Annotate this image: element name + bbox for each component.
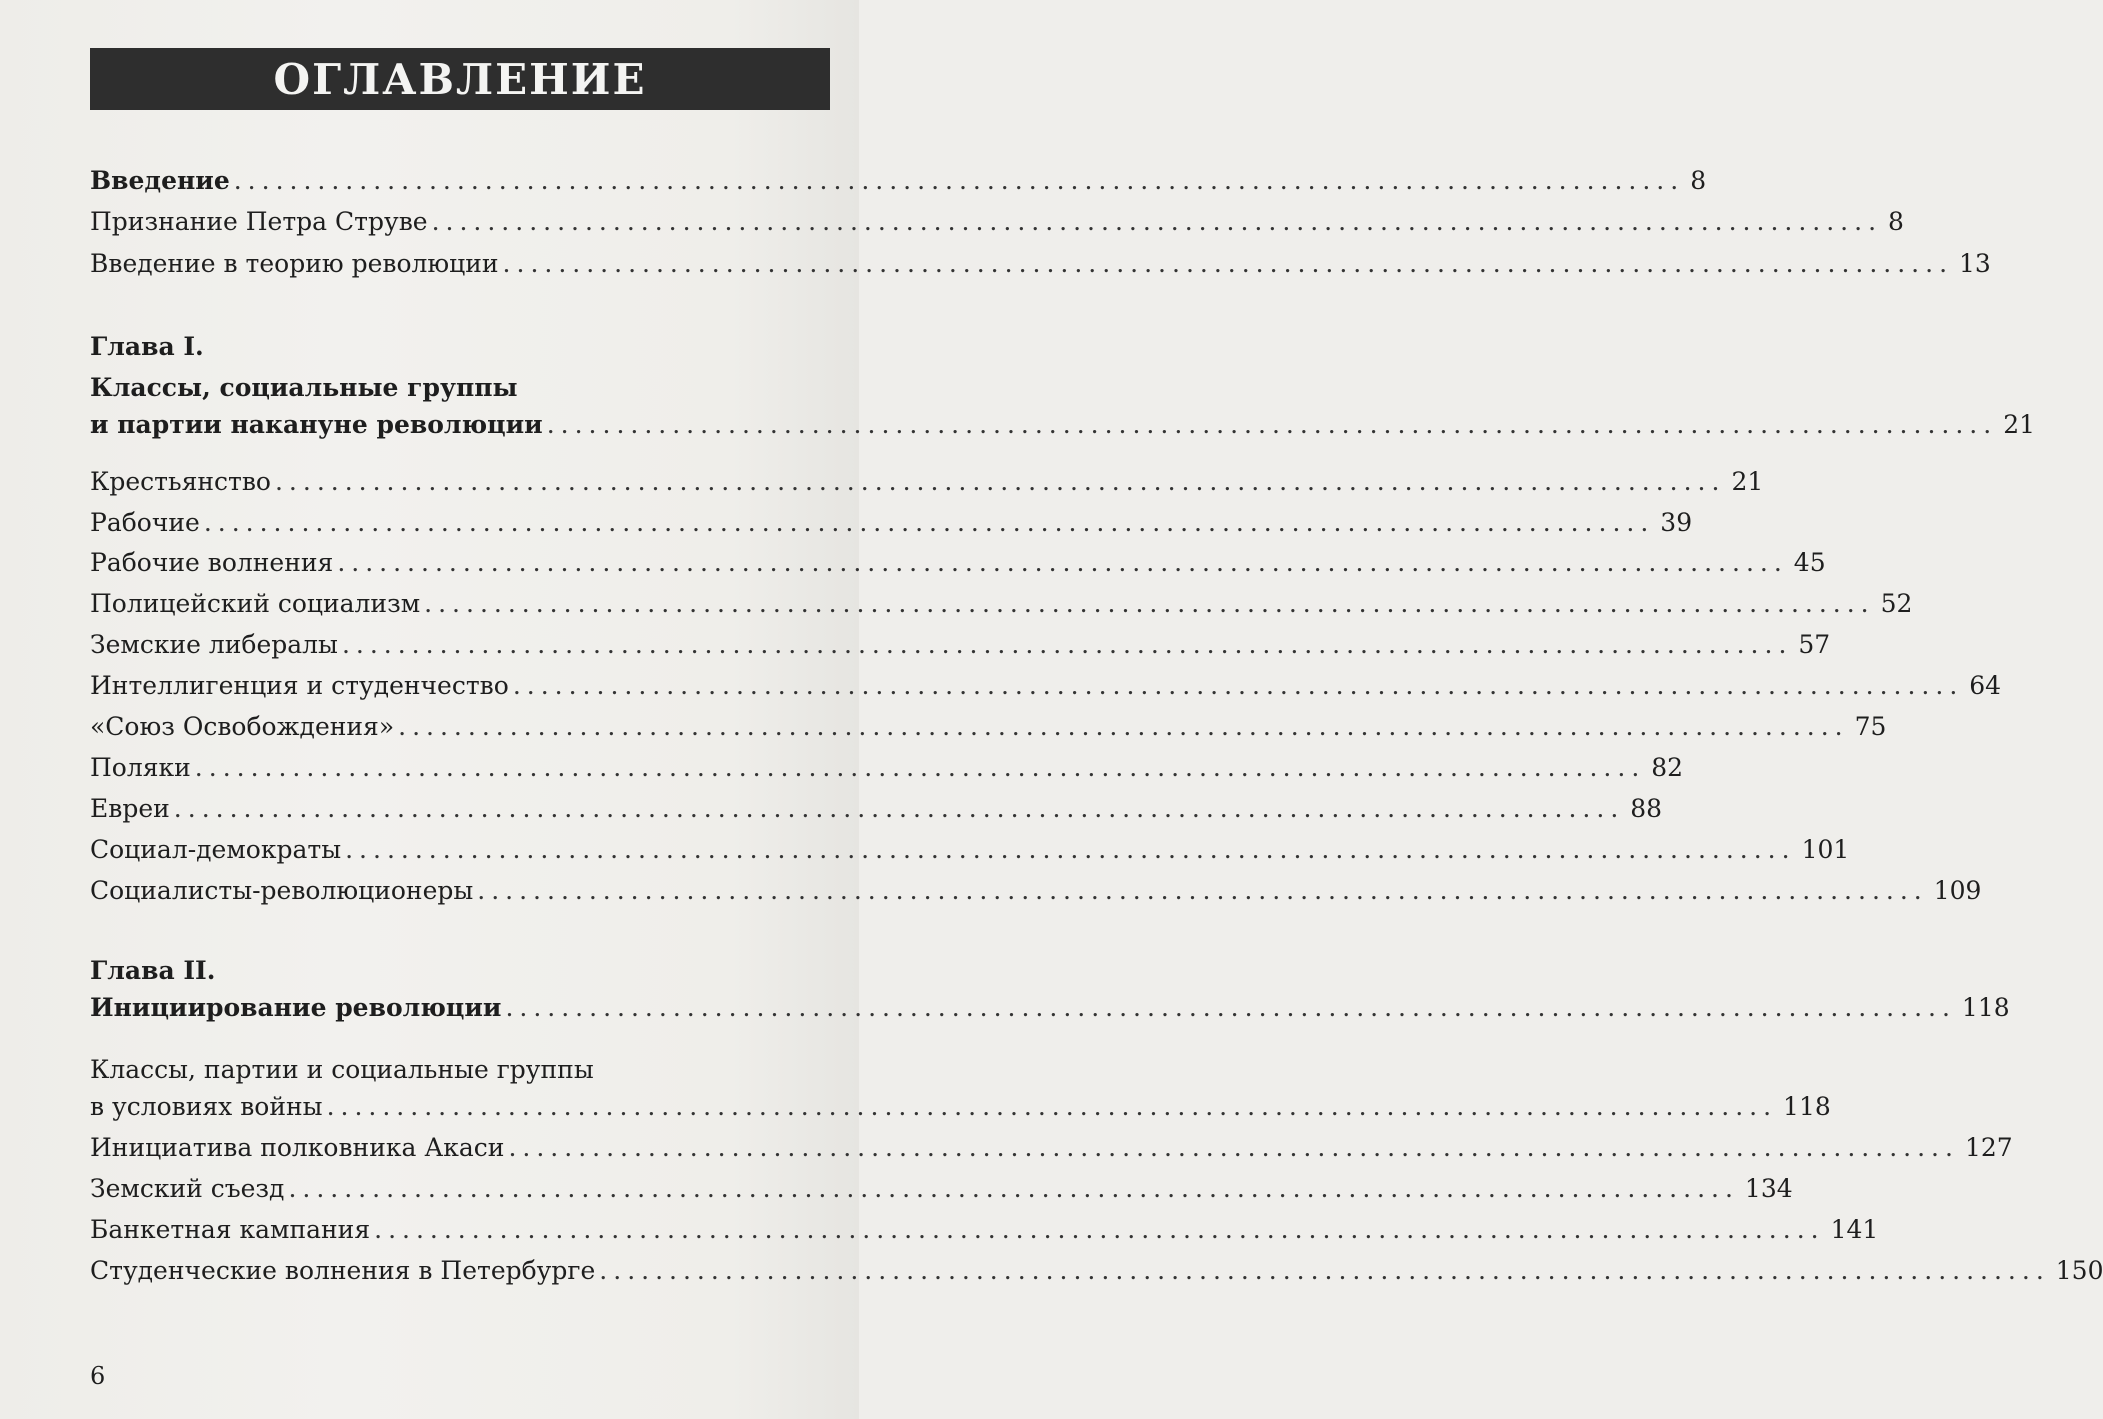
toc-entry-title: Инициатива полковника Акаси — [90, 1133, 505, 1162]
toc-entry-title: Социалисты-революционеры — [90, 876, 474, 905]
toc-entry[interactable] — [90, 207, 1904, 247]
toc-entry-title: Банкетная кампания — [90, 1215, 371, 1244]
leader-dots: ........................................................................................................ — [599, 1256, 2050, 1285]
leader-dots: ........................................................................................................ — [233, 166, 1685, 195]
toc-entry-title: в условиях войны — [90, 1092, 323, 1121]
toc-entry-page: 21 — [1731, 467, 1764, 496]
toc-entry-title: Земские либералы — [90, 630, 338, 659]
page-title: ОГЛАВЛЕНИЕ — [273, 54, 647, 104]
toc-entry-page: 52 — [1880, 589, 1913, 618]
chapter-label: Глава I. — [90, 332, 204, 361]
toc-entry[interactable] — [90, 671, 2002, 711]
toc-entry[interactable] — [90, 589, 1913, 629]
toc-entry-page: 118 — [1961, 993, 2010, 1022]
toc-entry[interactable] — [90, 467, 1764, 507]
toc-entry[interactable] — [90, 249, 1991, 289]
leader-dots: ........................................................................................................ — [512, 671, 1964, 700]
toc-entry-page: 101 — [1801, 835, 1850, 864]
toc-entry-page: 21 — [2003, 410, 2035, 439]
toc-entry-page: 150 — [2055, 1256, 2103, 1285]
toc-entry-title: Введение — [90, 166, 230, 195]
toc-entry-title: Социал-демократы — [90, 835, 342, 864]
leader-dots: ........................................................................................................ — [326, 1092, 1778, 1121]
toc-entry[interactable] — [90, 508, 1693, 548]
toc-entry-title: Признание Петра Струве — [90, 207, 428, 236]
toc-entry-page: 118 — [1783, 1092, 1831, 1121]
toc-entry-title: Поляки — [90, 753, 191, 782]
toc-entry-page: 13 — [1959, 249, 1991, 278]
toc-entry-page: 75 — [1854, 712, 1887, 741]
toc-entry[interactable] — [90, 712, 1887, 752]
toc-entry-title: Евреи — [90, 794, 170, 823]
toc-entry-title: Студенческие волнения в Петербурге — [90, 1256, 596, 1285]
chapter-title-line: Классы, социальные группы — [90, 373, 518, 402]
leader-dots: ........................................................................................................ — [477, 876, 1928, 905]
toc-entry-page: 39 — [1660, 508, 1693, 537]
toc-entry-page: 57 — [1798, 630, 1831, 659]
toc-entry[interactable] — [90, 630, 1831, 670]
toc-entry[interactable] — [90, 993, 2010, 1033]
page-number: 6 — [90, 1362, 106, 1390]
leader-dots: ........................................................................................................ — [505, 993, 1956, 1022]
leader-dots: ........................................................................................................ — [431, 207, 1883, 236]
toc-entry-page: 8 — [1888, 207, 1904, 236]
toc-entry-page: 8 — [1690, 166, 1707, 195]
toc-entry[interactable] — [90, 1092, 1831, 1132]
leader-dots: ........................................................................................................ — [194, 753, 1646, 782]
toc-entry-page: 82 — [1651, 753, 1684, 782]
toc-entry[interactable] — [90, 753, 1684, 793]
leader-dots: ........................................................................................................ — [288, 1174, 1739, 1203]
toc-entry-title: Полицейский социализм — [90, 589, 421, 618]
toc-entry-title: Интеллигенция и студенчество — [90, 671, 509, 700]
leader-dots: ........................................................................................................ — [546, 410, 1998, 439]
toc-entry-title: «Союз Освобождения» — [90, 712, 395, 741]
toc-entry[interactable] — [90, 794, 1663, 834]
toc-entry-title: Крестьянство — [90, 467, 271, 496]
toc-entry-title: Рабочие — [90, 508, 200, 537]
toc-entry-title: Введение в теорию революции — [90, 249, 499, 278]
toc-entry[interactable] — [90, 876, 1982, 916]
toc-entry-page: 141 — [1830, 1215, 1879, 1244]
leader-dots: ........................................................................................................ — [274, 467, 1726, 496]
leader-dots: ........................................................................................................ — [203, 508, 1655, 537]
leader-dots: ........................................................................................................ — [341, 630, 1793, 659]
toc-entry-title: Инициирование революции — [90, 993, 502, 1022]
toc-entry-title: Земский съезд — [90, 1174, 285, 1203]
toc-entry-page: 127 — [1964, 1133, 2013, 1162]
toc-entry-title: Рабочие волнения — [90, 548, 334, 577]
toc-entry[interactable] — [90, 835, 1850, 875]
toc-entry[interactable] — [90, 1133, 2013, 1173]
leader-dots: ........................................................................................................ — [424, 589, 1875, 618]
toc-entry-page: 88 — [1630, 794, 1663, 823]
toc-entry-page: 45 — [1793, 548, 1826, 577]
toc-entry[interactable] — [90, 548, 1826, 588]
toc-entry[interactable] — [90, 1215, 1879, 1255]
leader-dots: ........................................................................................................ — [502, 249, 1954, 278]
leader-dots: ........................................................................................................ — [173, 794, 1625, 823]
leader-dots: ........................................................................................................ — [374, 1215, 1825, 1244]
toc-entry-page: 134 — [1744, 1174, 1793, 1203]
toc-entry[interactable] — [90, 1256, 2103, 1296]
toc-entry[interactable] — [90, 1174, 1793, 1214]
leader-dots: ........................................................................................................ — [345, 835, 1796, 864]
chapter-label: Глава II. — [90, 956, 216, 985]
toc-entry-page: 64 — [1969, 671, 2002, 700]
toc-entry-page: 109 — [1933, 876, 1982, 905]
header-bar — [90, 48, 830, 110]
toc-entry-title-line: Классы, партии и социальные группы — [90, 1055, 594, 1084]
toc-entry[interactable] — [90, 166, 1707, 206]
leader-dots: ........................................................................................................ — [508, 1133, 1959, 1162]
leader-dots: ........................................................................................................ — [337, 548, 1788, 577]
toc-entry[interactable] — [90, 410, 2035, 450]
leader-dots: ........................................................................................................ — [398, 712, 1849, 741]
toc-entry-title: и партии накануне революции — [90, 410, 543, 439]
